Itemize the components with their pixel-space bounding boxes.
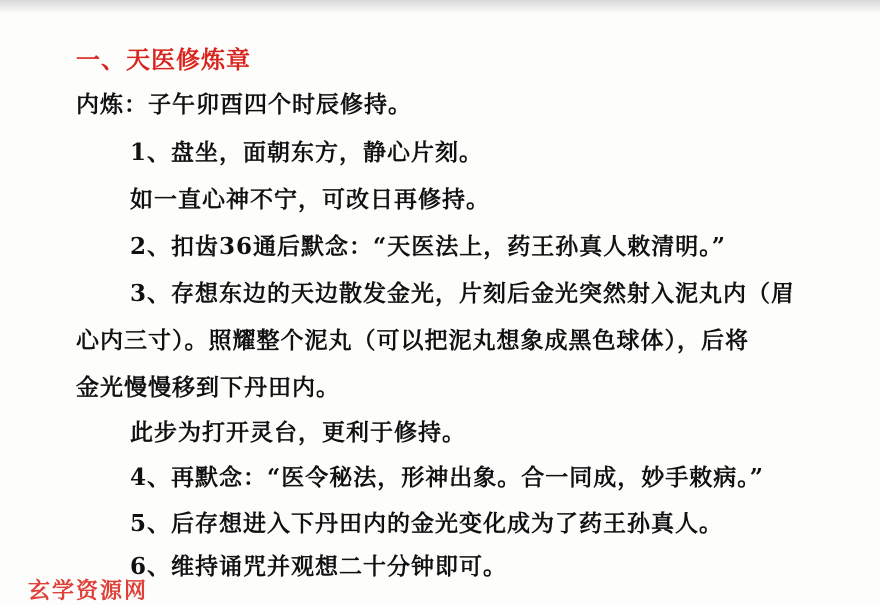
text-line-2: 1、盘坐，面朝东方，静心片刻。 — [130, 139, 484, 166]
text-line-9: 4、再默念：“医令秘法，形神出象。合一同成，妙手敕病。” — [130, 464, 764, 491]
page-top-shadow — [0, 0, 880, 14]
cut-off-red-text: 玄学资源网 — [28, 578, 149, 604]
section-heading: 一、天医修炼章 — [76, 45, 251, 74]
text-line-4: 2、扣齿36通后默念：“天医法上，药王孙真人敕清明。” — [130, 233, 726, 260]
text-line-8: 此步为打开灵台，更利于修持。 — [130, 419, 466, 446]
text-line-7: 金光慢慢移到下丹田内。 — [76, 374, 340, 401]
text-line-1: 内炼：子午卯酉四个时辰修持。 — [76, 91, 412, 118]
text-line-6: 心内三寸）。照耀整个泥丸（可以把泥丸想象成黑色球体），后将 — [76, 327, 749, 354]
text-line-5: 3、存想东边的天边散发金光，片刻后金光突然射入泥丸内（眉 — [130, 280, 796, 307]
text-line-10: 5、后存想进入下丹田内的金光变化成为了药王孙真人。 — [130, 510, 724, 537]
text-line-3: 如一直心神不宁，可改日再修持。 — [130, 186, 490, 213]
text-line-11: 6、维持诵咒并观想二十分钟即可。 — [130, 553, 508, 580]
